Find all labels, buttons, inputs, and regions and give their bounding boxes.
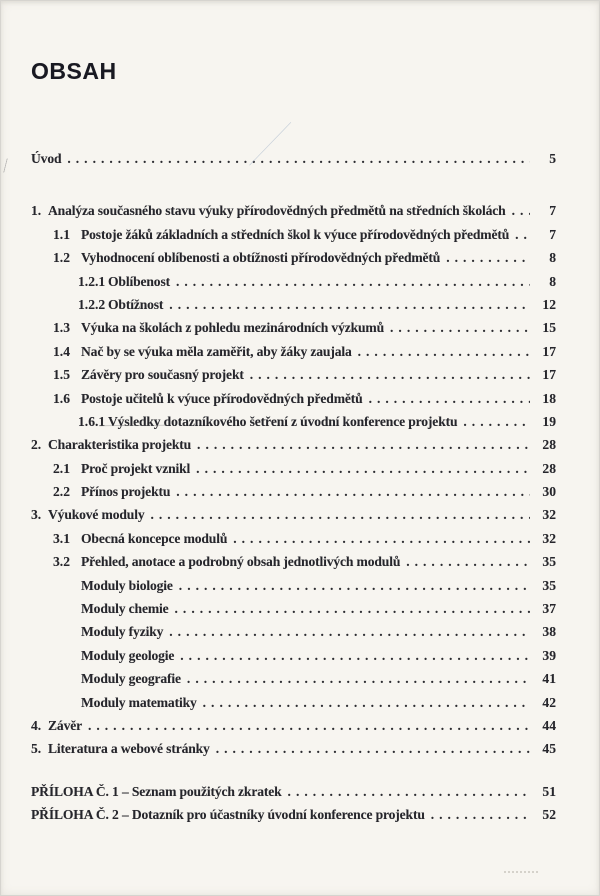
toc-entry-title: Moduly geografie — [81, 671, 181, 687]
toc-entry-number: 1.6.1 — [78, 413, 106, 429]
toc-entry-title: Závěry pro současný projekt — [81, 367, 244, 383]
dot-leader — [250, 363, 530, 386]
toc-entry — [31, 270, 556, 293]
dot-leader — [512, 199, 530, 222]
toc-entry-page-number: 17 — [542, 367, 556, 383]
toc-entry — [31, 246, 556, 269]
toc-entry — [31, 714, 556, 737]
toc-entry-title: Moduly biologie — [81, 577, 173, 593]
toc-entry-page-number: 18 — [542, 390, 556, 406]
toc-entry-page-number: 42 — [542, 694, 556, 710]
toc-entry-title: Moduly matematiky — [81, 694, 197, 710]
dot-leader — [88, 714, 530, 737]
toc-entry — [31, 223, 556, 246]
page-title: OBSAH — [31, 58, 117, 84]
toc-entry-page-number: 5 — [549, 151, 556, 166]
toc-entry-title: Moduly fyziky — [81, 624, 164, 640]
toc-entry — [31, 433, 556, 456]
toc-entry — [31, 737, 556, 760]
toc-entry-page-number: 51 — [542, 783, 556, 799]
dot-leader — [187, 667, 530, 690]
toc-entry — [31, 480, 556, 503]
toc-entry-title: Moduly geologie — [81, 647, 175, 663]
toc-entry — [31, 644, 556, 667]
toc-entry — [31, 574, 556, 597]
toc-section-chapters — [31, 199, 556, 760]
toc-entry-page-number: 45 — [542, 741, 556, 757]
toc-entry-number: 2.2 — [53, 484, 70, 500]
toc-entry-page-number: 8 — [549, 250, 556, 266]
toc-entry — [31, 316, 556, 339]
dot-leader — [515, 223, 530, 246]
toc-entry-title: Úvod — [31, 151, 62, 166]
toc-entry-number: 3.2 — [53, 554, 70, 570]
toc-entry-number: 1.2 — [53, 250, 70, 266]
toc-entry-page-number: 8 — [549, 273, 556, 289]
toc-entry-number: 1.2.2 — [78, 296, 106, 312]
toc-entry-page-number: 19 — [542, 413, 556, 429]
toc-entry-number: 1.1 — [53, 226, 70, 242]
toc-entry-title: Výukové moduly — [48, 507, 145, 523]
toc-entry-page-number: 41 — [542, 671, 556, 687]
toc-entry-page-number: 17 — [542, 343, 556, 359]
toc-section-appendices — [31, 780, 556, 827]
toc-entry-title: Analýza současného stavu výuky přírodovědných předmětů na středních školách — [48, 203, 506, 219]
dot-leader — [169, 293, 530, 316]
dot-leader — [176, 270, 530, 293]
toc-entry-number: 2.1 — [53, 460, 70, 476]
dot-leader — [179, 574, 530, 597]
toc-entry — [31, 527, 556, 550]
toc-entry-title: Výuka na školách z pohledu mezinárodních výzkumů — [81, 320, 385, 336]
toc-entry — [31, 550, 556, 573]
toc-entry-page-number: 35 — [542, 577, 556, 593]
toc-entry-page-number: 7 — [549, 203, 556, 219]
dot-leader — [150, 503, 530, 526]
toc-entry-title: Výsledky dotazníkového šetření z úvodní konference projektu — [108, 413, 458, 429]
toc-entry — [31, 597, 556, 620]
toc-entry-page-number: 12 — [542, 296, 556, 312]
dot-leader — [175, 597, 530, 620]
toc-entry-number: 5. — [31, 741, 42, 757]
table-of-contents — [31, 147, 556, 827]
toc-entry-page-number: 44 — [542, 717, 556, 733]
toc-entry — [31, 620, 556, 643]
toc-entry-page-number: 39 — [542, 647, 556, 663]
toc-entry-title: PŘÍLOHA Č. 1 – Seznam použitých zkratek — [31, 783, 282, 799]
dot-leader — [176, 480, 530, 503]
dot-leader — [431, 803, 530, 826]
toc-entry-page-number: 37 — [542, 601, 556, 617]
dot-leader — [406, 550, 530, 573]
scan-smudge-mark — [504, 871, 538, 873]
toc-entry-title: Obecná koncepce modulů — [81, 530, 228, 546]
toc-entry-title: Přínos projektu — [81, 484, 171, 500]
toc-entry-title: Přehled, anotace a podrobný obsah jednotlivých modulů — [81, 554, 401, 570]
dot-leader — [390, 316, 530, 339]
toc-entry-number: 1.2.1 — [78, 273, 106, 289]
toc-entry — [31, 293, 556, 316]
toc-entry-number: 3.1 — [53, 530, 70, 546]
dot-leader — [463, 410, 530, 433]
toc-entry — [31, 780, 556, 803]
dot-leader — [169, 620, 530, 643]
dot-leader — [358, 340, 530, 363]
toc-entry-page-number: 28 — [542, 460, 556, 476]
dot-leader — [288, 780, 530, 803]
toc-entry-title: Moduly chemie — [81, 601, 169, 617]
toc-entry — [31, 667, 556, 690]
toc-entry-number: 1.3 — [53, 320, 70, 336]
pencil-tick-mark — [3, 158, 8, 173]
toc-entry-number: 2. — [31, 437, 42, 453]
toc-entry-page-number: 28 — [542, 437, 556, 453]
toc-entry-title: Literatura a webové stránky — [48, 741, 210, 757]
toc-entry — [31, 503, 556, 526]
dot-leader — [446, 246, 530, 269]
toc-entry-title: Charakteristika projektu — [48, 437, 192, 453]
toc-entry-page-number: 30 — [542, 484, 556, 500]
toc-entry — [31, 691, 556, 714]
toc-entry-title: Postoje žáků základních a středních škol k výuce přírodovědných předmětů — [81, 226, 510, 242]
toc-entry-number: 1.5 — [53, 367, 70, 383]
toc-entry-number: 1.4 — [53, 343, 70, 359]
dot-leader — [369, 387, 530, 410]
toc-entry-title: Vyhodnocení oblíbenosti a obtížnosti přírodovědných předmětů — [81, 250, 441, 266]
toc-entry-title: Nač by se výuka měla zaměřit, aby žáky zaujala — [81, 343, 352, 359]
toc-entry-number: 3. — [31, 507, 42, 523]
toc-entry — [31, 803, 556, 826]
toc-entry-number: 1. — [31, 203, 42, 219]
toc-entry-title: Oblíbenost — [108, 273, 170, 289]
toc-entry-title: Závěr — [48, 717, 82, 733]
toc-section-intro — [31, 147, 556, 170]
toc-entry-page-number: 15 — [542, 320, 556, 336]
toc-entry-number: 1.6 — [53, 390, 70, 406]
toc-entry-title: Proč projekt vznikl — [81, 460, 191, 476]
toc-entry-page-number: 32 — [542, 530, 556, 546]
toc-entry — [31, 457, 556, 480]
toc-entry-page-number: 38 — [542, 624, 556, 640]
toc-entry-title: Postoje učitelů k výuce přírodovědných předmětů — [81, 390, 363, 406]
dot-leader — [180, 644, 530, 667]
toc-entry-page-number: 52 — [542, 807, 556, 823]
dot-leader — [197, 433, 530, 456]
toc-entry — [31, 410, 556, 433]
toc-entry-page-number: 7 — [549, 226, 556, 242]
toc-entry-title: PŘÍLOHA Č. 2 – Dotazník pro účastníky úvodní konference projektu — [31, 807, 425, 823]
toc-entry-page-number: 35 — [542, 554, 556, 570]
toc-entry — [31, 340, 556, 363]
dot-leader — [67, 147, 530, 170]
dot-leader — [203, 691, 530, 714]
toc-entry — [31, 387, 556, 410]
dot-leader — [196, 457, 530, 480]
toc-entry — [31, 363, 556, 386]
dot-leader — [233, 527, 530, 550]
toc-entry-page-number: 32 — [542, 507, 556, 523]
toc-entry-number: 4. — [31, 717, 42, 733]
toc-entry — [31, 147, 556, 170]
dot-leader — [216, 737, 530, 760]
toc-entry — [31, 199, 556, 222]
toc-entry-title: Obtížnost — [108, 296, 164, 312]
